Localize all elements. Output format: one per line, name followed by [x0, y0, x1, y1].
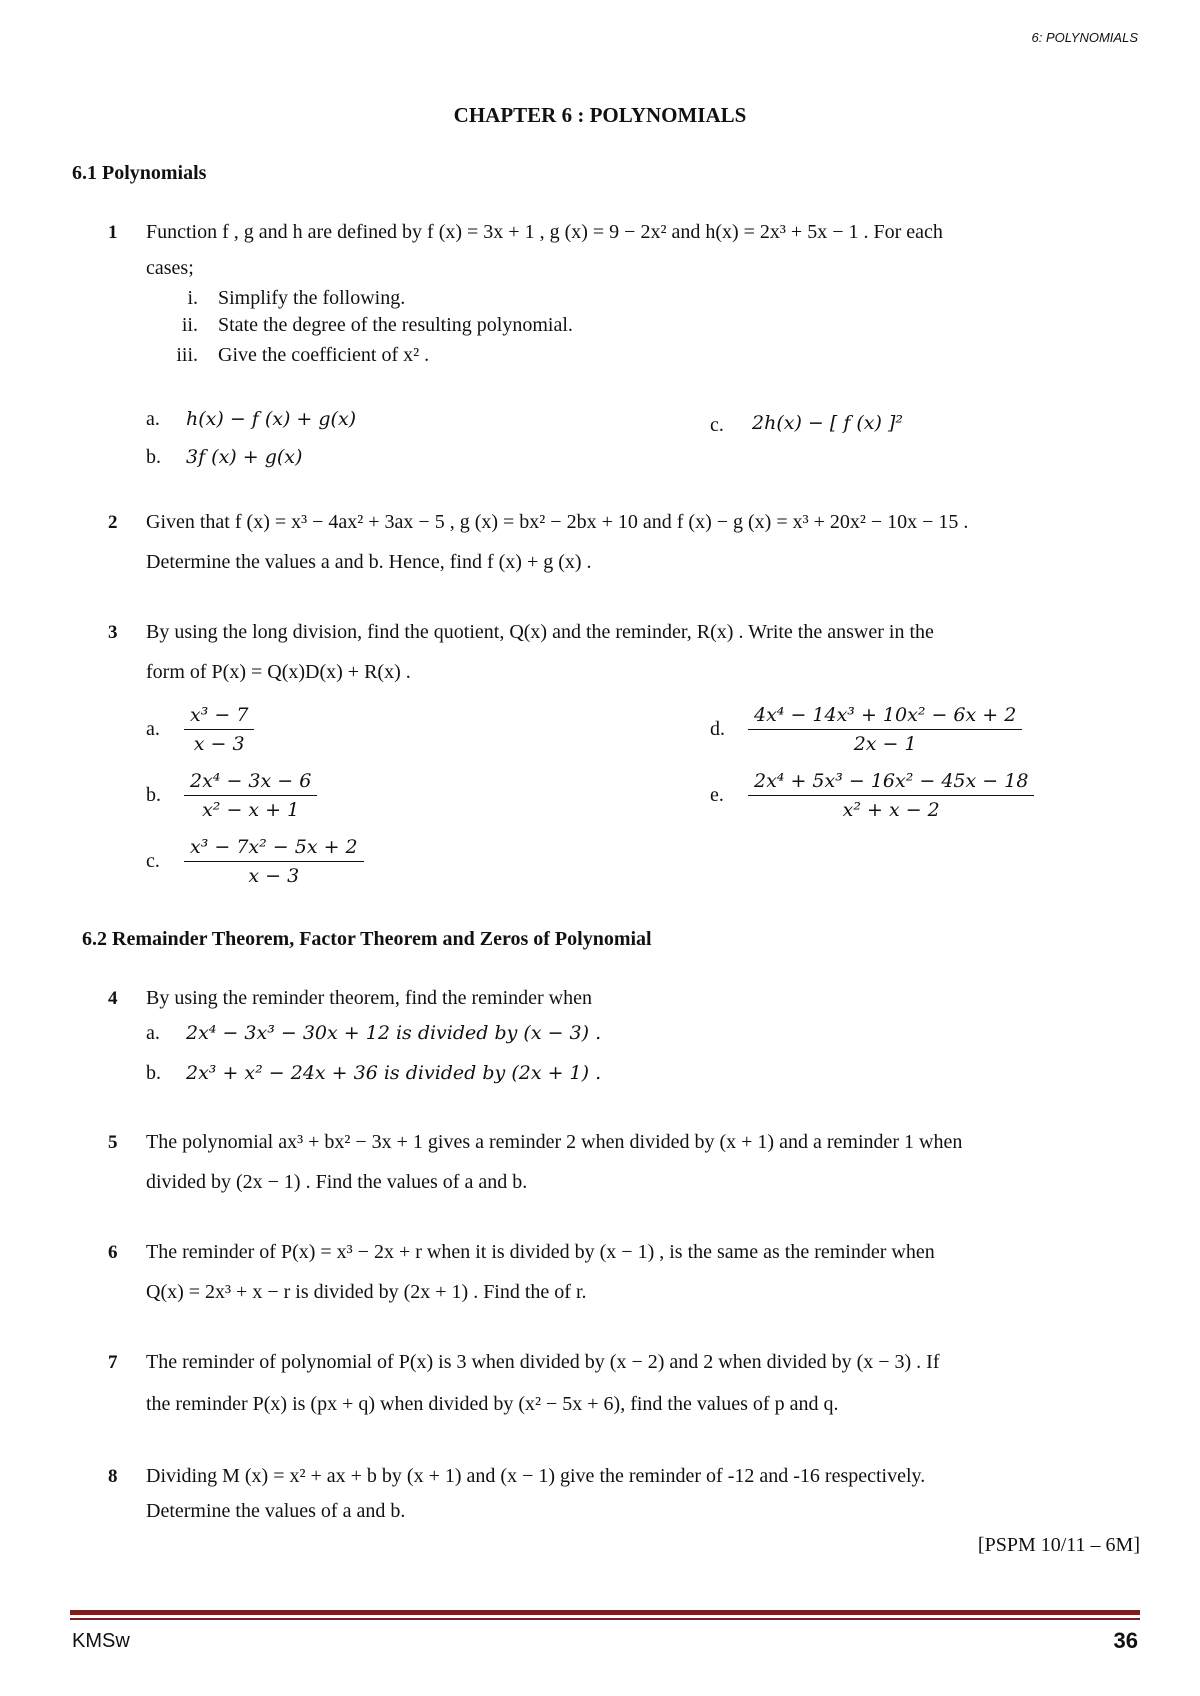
q3-fraction	[184, 770, 317, 821]
q3-fraction-label: a.	[146, 718, 160, 740]
q3-fraction-label: c.	[146, 850, 160, 872]
q3-fraction-item	[710, 770, 1034, 821]
q7-text-line2: the reminder P(x) is (px + q) when divided by (x² − 5x + 6), find the values of p and q.	[146, 1393, 839, 1415]
q3-fraction-item	[146, 704, 254, 755]
fraction-denominator: x − 3	[193, 733, 245, 755]
section-title-6-1: 6.1 Polynomials	[72, 162, 207, 184]
q4-part-expression: 2x³ + x² − 24x + 36 is divided by (2x + 1) .	[186, 1062, 602, 1084]
q4-text-line1: By using the reminder theorem, find the reminder when	[146, 987, 592, 1009]
q6-text-line2: Q(x) = 2x³ + x − r is divided by (2x + 1) . Find the of r.	[146, 1281, 587, 1303]
q3-fraction-item	[146, 770, 317, 821]
q1-part-expression: 3f (x) + g(x)	[186, 446, 303, 468]
fraction-numerator: x³ − 7	[184, 704, 254, 730]
fraction-denominator: x² − x + 1	[202, 799, 300, 821]
q1-part-label: c.	[710, 414, 724, 436]
q1-part-label: a.	[146, 408, 160, 430]
q5-text-line2: divided by (2x − 1) . Find the values of a and b.	[146, 1171, 528, 1193]
q2-text-line2: Determine the values a and b. Hence, find f (x) + g (x) .	[146, 551, 592, 573]
q5-text-line1: The polynomial ax³ + bx² − 3x + 1 gives a reminder 2 when divided by (x + 1) and a reminder 1 when	[146, 1131, 963, 1153]
q1-part-expression: 2h(x) − [ f (x) ]²	[752, 412, 903, 434]
question-number-7: 7	[108, 1352, 118, 1373]
fraction-numerator: 2x⁴ − 3x − 6	[184, 770, 317, 796]
chapter-title: CHAPTER 6 : POLYNOMIALS	[453, 103, 747, 127]
q1-roman-label: ii.	[181, 314, 198, 336]
q3-fraction	[748, 770, 1034, 821]
q1-roman-text: State the degree of the resulting polynomial.	[218, 314, 573, 336]
section-title-6-2: 6.2 Remainder Theorem, Factor Theorem and Zeros of Polynomial	[82, 928, 652, 950]
q1-roman-text: Simplify the following.	[218, 287, 406, 309]
q1-roman-text: Give the coefficient of x² .	[218, 344, 430, 366]
q1-roman-label: iii.	[176, 344, 198, 366]
q3-fraction-label: b.	[146, 784, 161, 806]
question-number-4: 4	[108, 988, 118, 1009]
q7-text-line1: The reminder of polynomial of P(x) is 3 when divided by (x − 2) and 2 when divided by (x − 3) . If	[146, 1351, 940, 1373]
q3-fraction	[184, 836, 364, 887]
question-number-5: 5	[108, 1132, 118, 1153]
q4-part-label: b.	[146, 1062, 161, 1084]
q8-text-line2: Determine the values of a and b.	[146, 1500, 406, 1522]
q1-text-line1: Function f , g and h are defined by f (x) = 3x + 1 , g (x) = 9 − 2x² and h(x) = 2x³ + 5x − 1 . For each	[146, 221, 943, 243]
fraction-numerator: 4x⁴ − 14x³ + 10x² − 6x + 2	[748, 704, 1022, 730]
fraction-numerator: x³ − 7x² − 5x + 2	[184, 836, 364, 862]
question-number-3: 3	[108, 622, 118, 643]
fraction-denominator: x − 3	[248, 865, 300, 887]
q3-fraction	[184, 704, 254, 755]
q1-part-label: b.	[146, 446, 161, 468]
q3-fraction-label: e.	[710, 784, 724, 806]
q3-text-line2: form of P(x) = Q(x)D(x) + R(x) .	[146, 661, 411, 683]
footer-rule	[70, 1610, 1140, 1615]
q2-text-line1: Given that f (x) = x³ − 4ax² + 3ax − 5 , g (x) = bx² − 2bx + 10 and f (x) − g (x) = x³ + 20x² − 10x − 15 .	[146, 511, 969, 533]
running-header: 6: POLYNOMIALS	[1031, 30, 1138, 45]
q4-part-label: a.	[146, 1022, 160, 1044]
question-source-reference: [PSPM 10/11 – 6M]	[977, 1534, 1140, 1556]
q3-fraction-label: d.	[710, 718, 725, 740]
question-number-2: 2	[108, 512, 118, 533]
fraction-denominator: 2x − 1	[853, 733, 917, 755]
question-number-6: 6	[108, 1242, 118, 1263]
q3-fraction-item	[146, 836, 364, 887]
footer-author: KMSw	[72, 1630, 130, 1652]
fraction-numerator: 2x⁴ + 5x³ − 16x² − 45x − 18	[748, 770, 1034, 796]
question-number-1: 1	[108, 222, 118, 243]
question-number-8: 8	[108, 1466, 118, 1487]
q3-fraction	[748, 704, 1022, 755]
page-number: 36	[1113, 1628, 1138, 1653]
footer-rule-thin	[70, 1618, 1140, 1620]
fraction-denominator: x² + x − 2	[842, 799, 940, 821]
q1-roman-label: i.	[187, 287, 198, 309]
q1-part-expression: h(x) − f (x) + g(x)	[186, 408, 357, 430]
q4-part-expression: 2x⁴ − 3x³ − 30x + 12 is divided by (x − 3) .	[186, 1022, 602, 1044]
q1-text-line2: cases;	[146, 257, 194, 279]
q3-fraction-item	[710, 704, 1022, 755]
q6-text-line1: The reminder of P(x) = x³ − 2x + r when it is divided by (x − 1) , is the same as the reminder when	[146, 1241, 935, 1263]
q3-text-line1: By using the long division, find the quotient, Q(x) and the reminder, R(x) . Write the answer in the	[146, 621, 934, 643]
q8-text-line1: Dividing M (x) = x² + ax + b by (x + 1) and (x − 1) give the reminder of -12 and -16 respectively.	[146, 1465, 926, 1487]
